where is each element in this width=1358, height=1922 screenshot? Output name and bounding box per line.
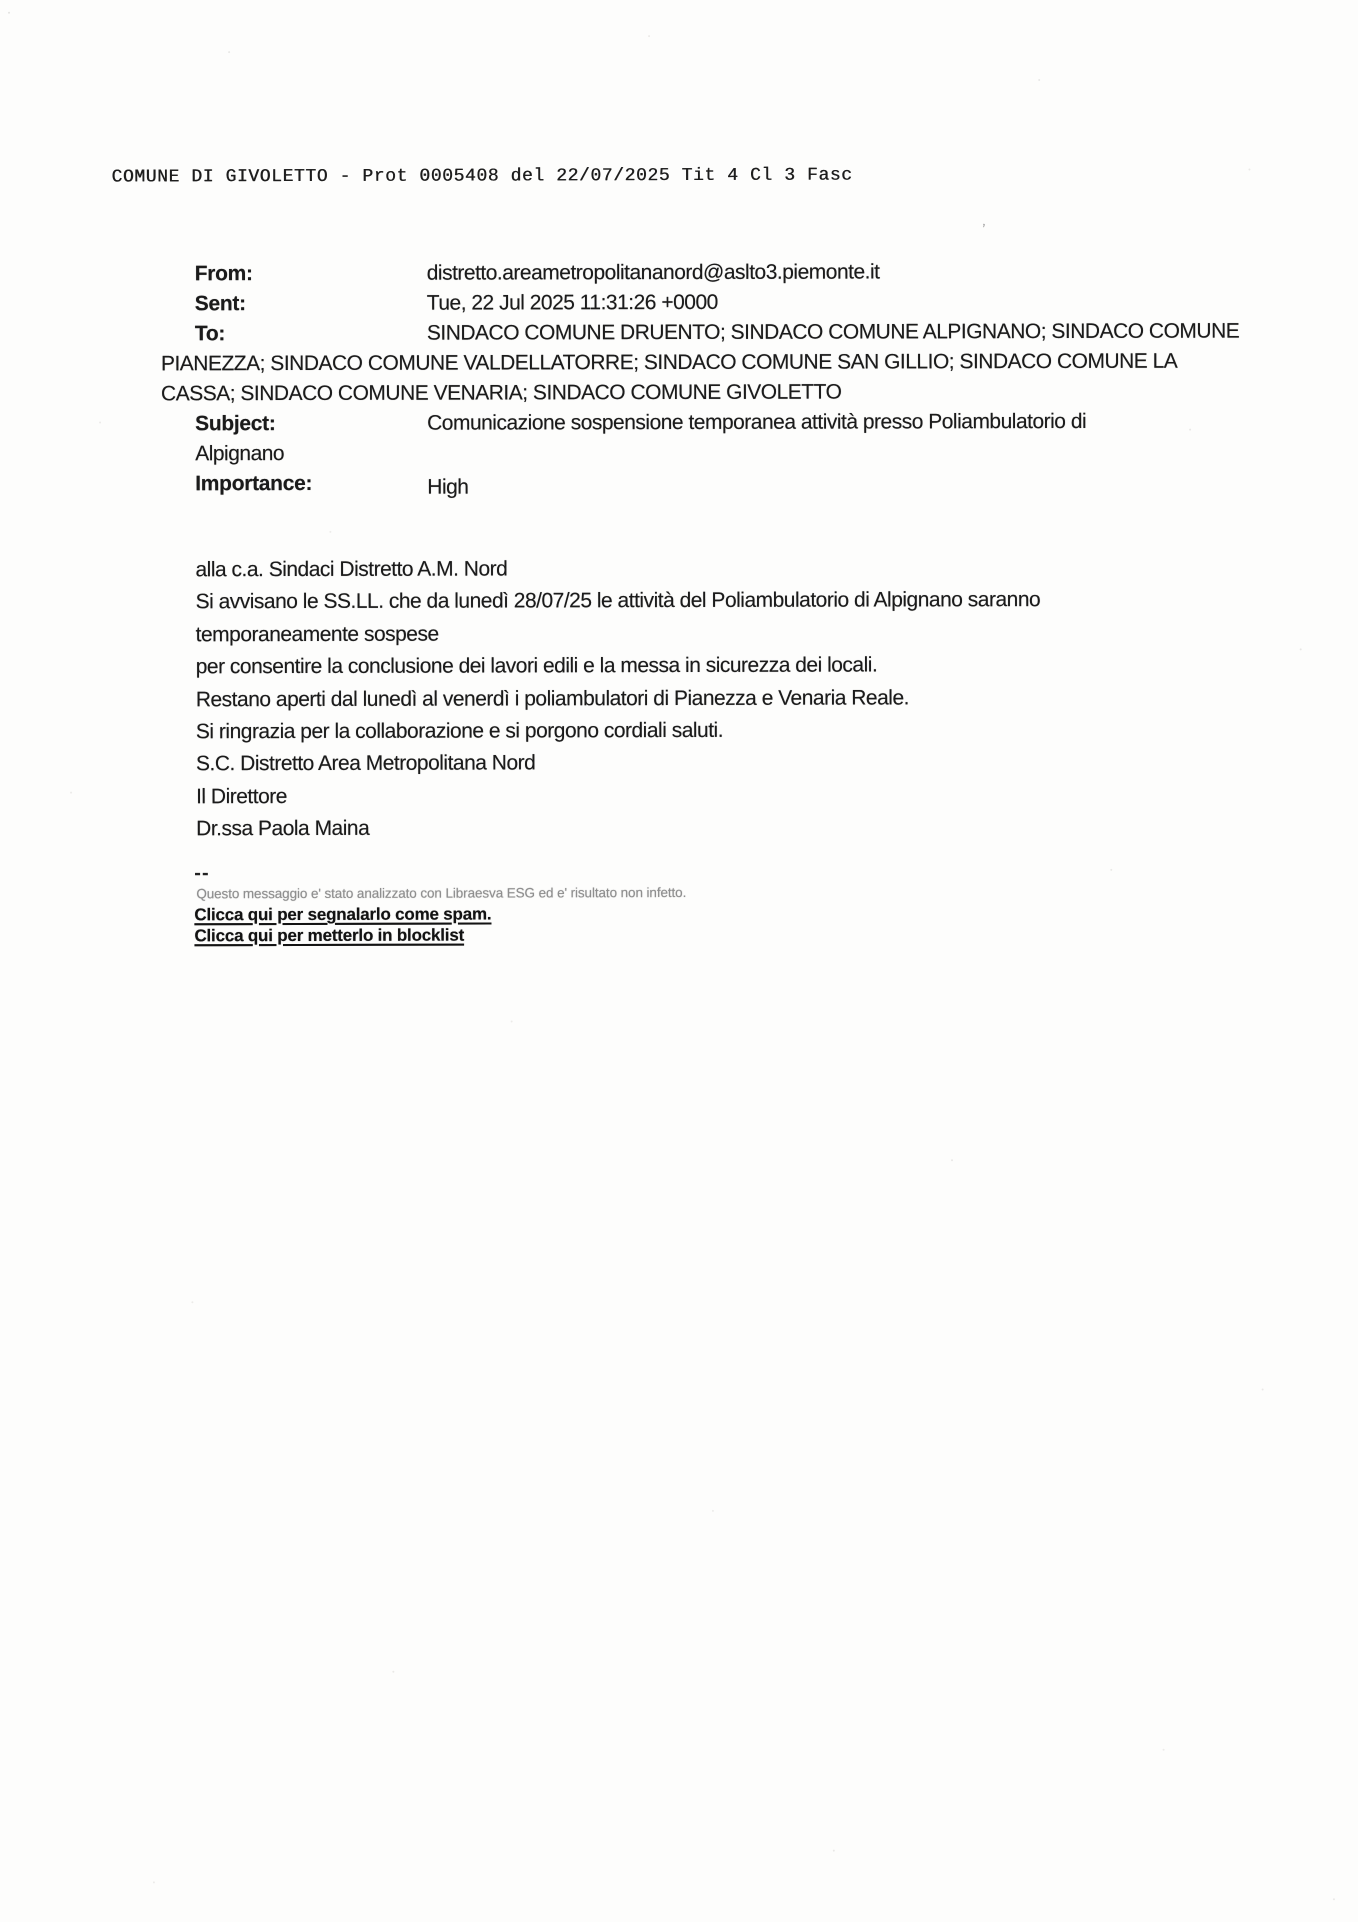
from-value: distretto.areametropolitananord@aslto3.piemonte.it xyxy=(426,260,880,285)
to-value-line3: CASSA; SINDACO COMUNE VENARIA; SINDACO COMUNE GIVOLETTO xyxy=(160,380,842,406)
to-label: To: xyxy=(194,322,226,346)
body-line-salutation: alla c.a. Sindaci Distretto A.M. Nord xyxy=(195,557,508,582)
antivirus-scan-notice: Questo messaggio e' stato analizzato con Libraesva ESG ed e' risultato non infetto. xyxy=(196,884,687,902)
to-value-line2: PIANEZZA; SINDACO COMUNE VALDELLATORRE; SINDACO COMUNE SAN GILLIO; SINDACO COMUNE LA xyxy=(160,349,1178,376)
report-spam-link[interactable]: Clicca qui per segnalarlo come spam. xyxy=(194,904,492,925)
signature-name: Dr.ssa Paola Maina xyxy=(196,816,370,841)
protocol-stamp: COMUNE DI GIVOLETTO - Prot 0005408 del 22/07/2025 Tit 4 Cl 3 Fasc xyxy=(111,165,853,188)
body-line: Si ringrazia per la collaborazione e si porgono cordiali saluti. xyxy=(195,718,724,744)
to-value-line1: SINDACO COMUNE DRUENTO; SINDACO COMUNE ALPIGNANO; SINDACO COMUNE xyxy=(426,319,1240,345)
sent-label: Sent: xyxy=(194,292,246,316)
subject-value-line2: Alpignano xyxy=(195,442,285,466)
body-line: Si avvisano le SS.LL. che da lunedì 28/07/25 le attività del Poliambulatorio di Alpignano saranno xyxy=(195,588,1041,614)
body-line: temporaneamente sospese xyxy=(195,622,439,647)
signature-role: Il Direttore xyxy=(196,785,287,809)
signature-separator: -- xyxy=(194,862,210,885)
sent-value: Tue, 22 Jul 2025 11:31:26 +0000 xyxy=(426,290,718,315)
subject-value-line1: Comunicazione sospensione temporanea attività presso Poliambulatorio di xyxy=(427,409,1087,435)
subject-label: Subject: xyxy=(195,412,276,436)
body-line: Restano aperti dal lunedì al venerdì i poliambulatori di Pianezza e Venaria Reale. xyxy=(195,686,909,712)
importance-value: High xyxy=(427,475,469,499)
scan-noise-speckles xyxy=(8,12,10,14)
signature-org: S.C. Distretto Area Metropolitana Nord xyxy=(195,751,536,776)
importance-label: Importance: xyxy=(195,471,313,496)
scan-artifact-mark: ’ xyxy=(980,221,987,239)
blocklist-link[interactable]: Clicca qui per metterlo in blocklist xyxy=(194,925,465,946)
from-label: From: xyxy=(194,262,253,286)
body-line: per consentire la conclusione dei lavori edili e la messa in sicurezza dei locali. xyxy=(195,653,878,679)
